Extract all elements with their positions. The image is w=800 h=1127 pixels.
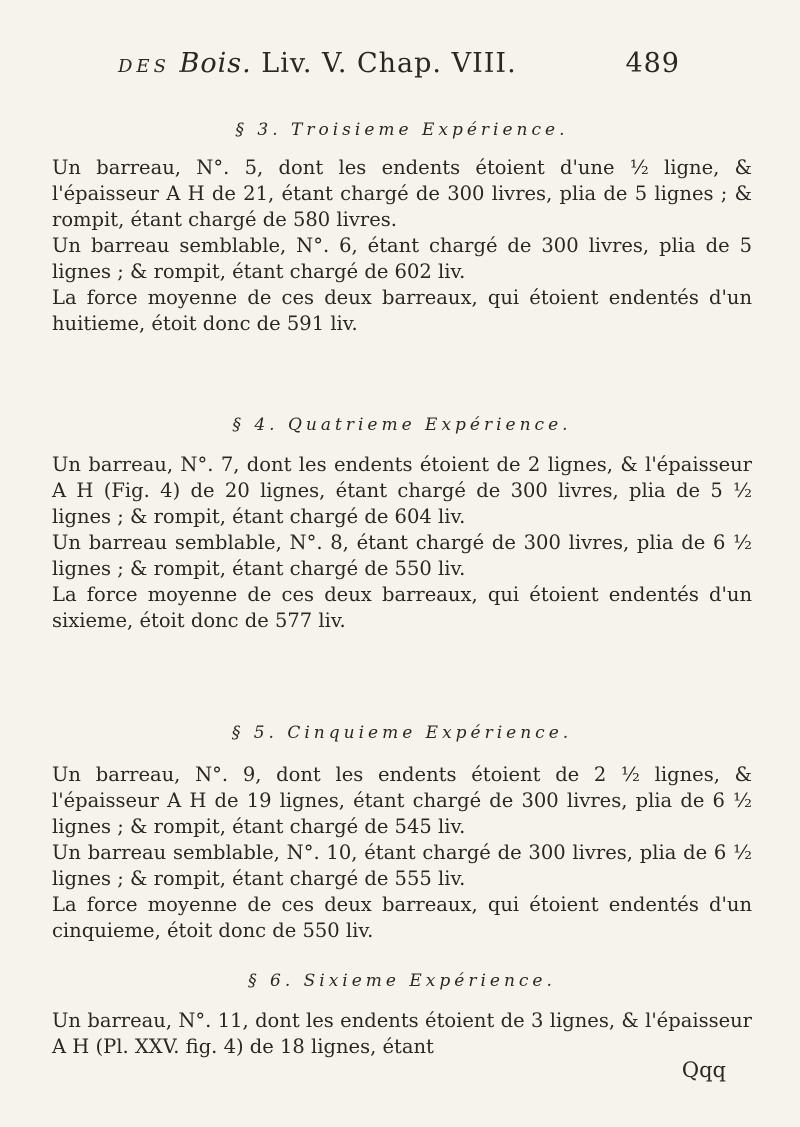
header-des: DES xyxy=(118,56,170,77)
page-number: 489 xyxy=(625,48,680,79)
catchword: Qqq xyxy=(681,1058,726,1082)
section-title: § 6. Sixieme Expérience. xyxy=(248,971,556,991)
paragraph: Un barreau semblable, N°. 6, étant chargé de 300 livres, plia de 5 lignes ; & rompit, étant chargé de 602 liv. xyxy=(52,234,752,283)
paragraph: La force moyenne de ces deux barreaux, qui étoient endentés d'un cinquieme, étoit donc de 550 liv. xyxy=(52,893,752,942)
section-6 xyxy=(52,966,752,1060)
paragraph: Un barreau semblable, N°. 8, étant chargé de 300 livres, plia de 6 ½ lignes ; & rompit, étant chargé de 550 liv. xyxy=(52,531,752,580)
section-3 xyxy=(52,115,752,337)
paragraph: La force moyenne de ces deux barreaux, qui étoient endentés d'un sixieme, étoit donc de 577 liv. xyxy=(52,583,752,632)
paragraph: Un barreau, N°. 9, dont les endents étoient de 2 ½ lignes, & l'épaisseur A H de 19 lignes, étant chargé de 300 livres, plia de 6 ½ lignes ; & rompit, étant chargé de 545 liv. xyxy=(52,763,752,838)
paragraph: Un barreau, N°. 5, dont les endents étoient d'une ½ ligne, & l'épaisseur A H de 21, étant chargé de 300 livres, plia de 5 lignes ; & rompit, étant chargé de 580 livres. xyxy=(52,156,752,231)
paragraph: Un barreau, N°. 11, dont les endents étoient de 3 lignes, & l'épaisseur A H (Pl. XXV. fig. 4) de 18 lignes, étant xyxy=(52,1009,752,1058)
running-header xyxy=(118,48,678,79)
header-bois: Bois. xyxy=(179,48,252,79)
section-title: § 5. Cinquieme Expérience. xyxy=(231,723,573,743)
paragraph: Un barreau, N°. 7, dont les endents étoient de 2 lignes, & l'épaisseur A H (Fig. 4) de 20 lignes, étant chargé de 300 livres, plia de 5 ½ lignes ; & rompit, étant chargé de 604 liv. xyxy=(52,453,752,528)
section-5 xyxy=(52,718,752,944)
section-4 xyxy=(52,410,752,634)
paragraph: Un barreau semblable, N°. 10, étant chargé de 300 livres, plia de 6 ½ lignes ; & rompit, étant chargé de 555 liv. xyxy=(52,841,752,890)
section-title: § 4. Quatrieme Expérience. xyxy=(232,415,572,435)
section-title: § 3. Troisieme Expérience. xyxy=(235,120,569,140)
paragraph: La force moyenne de ces deux barreaux, qui étoient endentés d'un huitieme, étoit donc de 591 liv. xyxy=(52,286,752,335)
header-book-chapter: Liv. V. Chap. VIII. xyxy=(261,48,517,79)
